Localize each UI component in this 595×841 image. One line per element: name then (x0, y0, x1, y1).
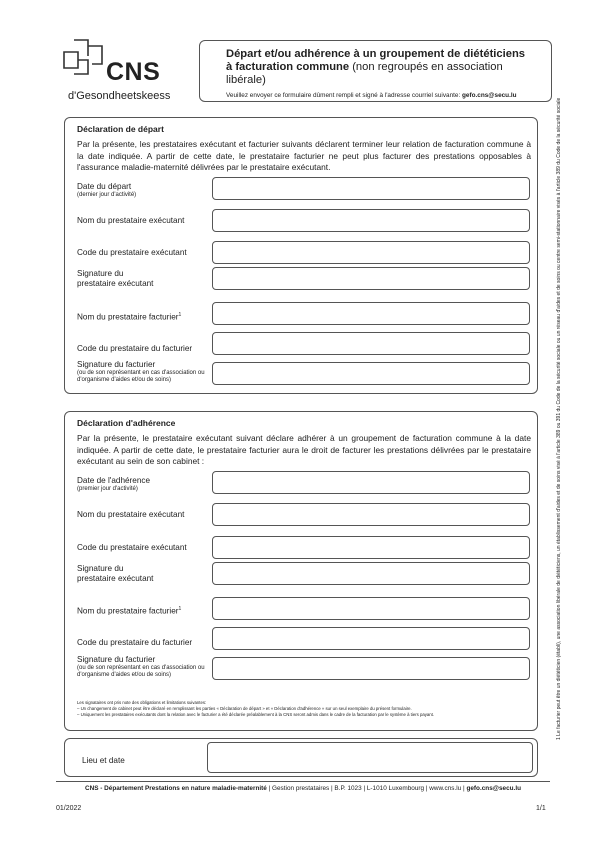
page-number: 1/1 (536, 805, 546, 812)
side-footnote-text: 1 Le facturier peut être un diététicien (établi), une association libérale de diététiciens, un établissement d'aides et de soins visé à l'article 389 ou 391 du Code de la sécurité sociale ou un réseau d'aides et de soins ou centre semi-stationnaire visés à l'article 389 du Code de la sécurité sociale (556, 97, 562, 740)
notes-item: – Uniquement les prestataires exécutants dont la relation avec le facturier a été déclarée préalablement à la CNS seront admis dans le cadre de la facturation par le système à tiers payant. (77, 712, 435, 717)
form-title-rest: (non regroupés en association libérale) (226, 61, 503, 86)
form-version-date: 01/2022 (56, 805, 82, 812)
label-text: Date du départ (77, 182, 132, 191)
label-text: Nom du prestataire facturier (77, 606, 179, 616)
label-text: Date de l'adhérence (77, 476, 151, 485)
depart-date-label (77, 182, 136, 199)
depart-title: Déclaration de départ (77, 124, 164, 134)
obligations-notes (77, 700, 531, 718)
footnote-ref: 1 (178, 606, 182, 612)
depart-executant-name-label: Nom du prestataire exécutant (77, 216, 185, 225)
lieu-date-section (64, 738, 538, 777)
instruction-text: Veuillez envoyer ce formulaire dûment rempli et signé à l'adresse courriel suivante: (226, 92, 463, 99)
adhesion-executant-code-field[interactable] (212, 536, 530, 559)
adhesion-facturier-signature-label (77, 655, 205, 679)
depart-executant-code-label: Code du prestataire exécutant (77, 248, 187, 257)
adhesion-executant-name-label: Nom du prestataire exécutant (77, 510, 185, 519)
adhesion-executant-signature-field[interactable] (212, 562, 530, 585)
adhesion-section (64, 411, 538, 731)
lieu-date-label: Lieu et date (82, 756, 125, 765)
adhesion-facturier-name-field[interactable] (212, 597, 530, 620)
label-text: Signature du facturier (77, 655, 156, 664)
header-email[interactable]: gefo.cns@secu.lu (462, 92, 517, 99)
adhesion-facturier-name-label (77, 605, 181, 616)
form-title: Départ et/ou adhérence à un groupement de diététiciens (226, 48, 526, 60)
label-sub: (premier jour d'activité) (77, 485, 138, 492)
depart-facturier-code-label: Code du prestataire du facturier (77, 344, 193, 353)
adhesion-facturier-code-label: Code du prestataire du facturier (77, 638, 193, 647)
adhesion-date-field[interactable] (212, 471, 530, 494)
form-title-bold: à facturation commune (226, 61, 350, 73)
adhesion-facturier-signature-field[interactable] (212, 657, 530, 680)
footer (56, 785, 550, 792)
lieu-date-field[interactable] (207, 742, 533, 773)
form-header (199, 40, 552, 102)
cns-logo (62, 38, 182, 108)
side-footnote (550, 97, 562, 740)
logo-text: CNS (106, 58, 161, 86)
adhesion-text: Par la présente, le prestataire exécutant suivant déclare adhérer à un groupement de facturation commune à la date indiquée. A partir de cette date, le prestataire facturier aura le droit de facturer les prestations délivrées par le prestataire exécutant au sein de son cabinet : (77, 433, 531, 467)
label-sub: (ou de son représentant en cas d'association ou d'organisme d'aides et/ou de soins) (77, 369, 205, 383)
adhesion-executant-signature-label: Signature du prestataire exécutant (77, 564, 154, 583)
notes-item: – Un changement de cabinet peut être déclaré en remplissant les parties « Déclaration de départ » et « Déclaration d'adhérence » sur un seul exemplaire du présent formulaire. (77, 706, 412, 711)
depart-date-field[interactable] (212, 177, 530, 200)
form-title-line2 (226, 61, 541, 87)
depart-facturier-code-field[interactable] (212, 332, 530, 355)
form-instruction (226, 92, 541, 99)
depart-executant-signature-label: Signature du prestataire exécutant (77, 269, 154, 288)
label-sub: (ou de son représentant en cas d'association ou d'organisme d'aides et/ou de soins) (77, 664, 205, 678)
footer-department: CNS - Département Prestations en nature maladie-maternité (84, 785, 267, 792)
depart-facturier-name-field[interactable] (212, 302, 530, 325)
adhesion-title: Déclaration d'adhérence (77, 418, 176, 428)
footnote-ref: 1 (178, 312, 182, 318)
logo-subtitle: d'Gesondheetskeess (68, 90, 171, 102)
cns-logo-mark-icon (62, 38, 110, 78)
label-text: Nom du prestataire facturier (77, 312, 179, 322)
depart-executant-code-field[interactable] (212, 241, 530, 264)
adhesion-facturier-code-field[interactable] (212, 627, 530, 650)
notes-intro: Les signataires ont pris note des obligations et limitations suivantes: (77, 700, 207, 705)
depart-facturier-signature-label (77, 360, 205, 384)
depart-section (64, 117, 538, 394)
label-text: Signature du facturier (77, 360, 156, 369)
adhesion-date-label (77, 476, 150, 493)
adhesion-executant-name-field[interactable] (212, 503, 530, 526)
depart-executant-signature-field[interactable] (212, 267, 530, 290)
label-sub: (dernier jour d'activité) (77, 191, 137, 198)
footer-address: | Gestion prestataires | B.P. 1023 | L-1010 Luxembourg | www.cns.lu | (266, 785, 467, 792)
adhesion-executant-code-label: Code du prestataire exécutant (77, 543, 187, 552)
footer-divider (56, 781, 550, 782)
depart-executant-name-field[interactable] (212, 209, 530, 232)
depart-facturier-signature-field[interactable] (212, 362, 530, 385)
depart-text: Par la présente, les prestataires exécutant et facturier suivants déclarent terminer leur relation de facturation commune à la date indiquée. A partir de cette date, le prestataire facturier ne peut plus facturer des prestations opposables à l'assurance maladie-maternité délivrées par le prestataire exécutant. (77, 139, 531, 173)
depart-facturier-name-label (77, 311, 181, 322)
footer-email[interactable]: gefo.cns@secu.lu (466, 785, 521, 792)
